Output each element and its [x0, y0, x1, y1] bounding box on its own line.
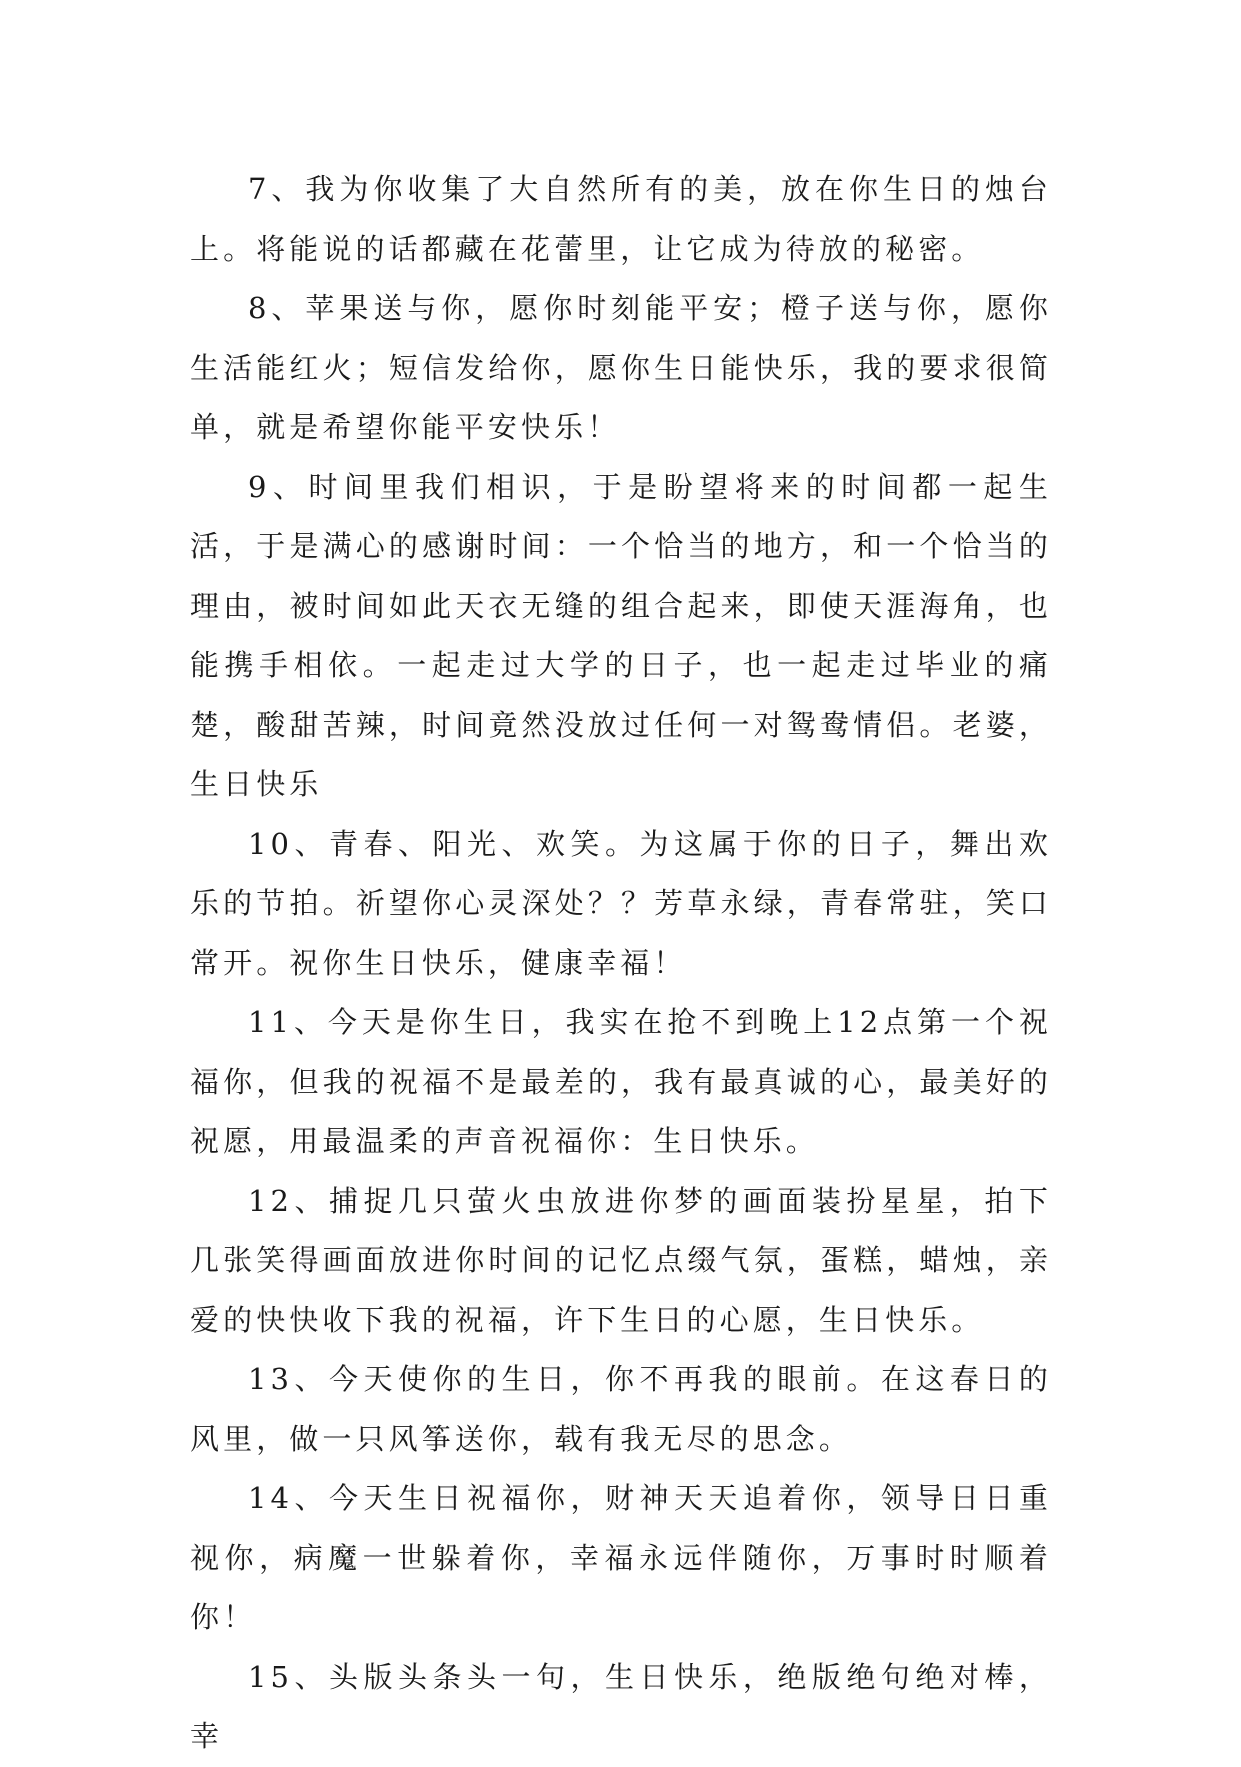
paragraph-10: 10、青春、阳光、欢笑。为这属于你的日子，舞出欢乐的节拍。祈望你心灵深处？？芳草永绿，青春常驻，笑口常开。祝你生日快乐，健康幸福！: [190, 826, 1052, 980]
paragraph-7: 7、我为你收集了大自然所有的美，放在你生日的烛台上。将能说的话都藏在花蕾里，让它成为待放的秘密。: [190, 172, 1052, 266]
paragraph-13: 13、今天使你的生日，你不再我的眼前。在这春日的风里，做一只风筝送你，载有我无尽的思念。: [190, 1362, 1052, 1456]
paragraph-11: 11、今天是你生日，我实在抢不到晚上12点第一个祝福你，但我的祝福不是最差的，我有最真诚的心，最美好的祝愿，用最温柔的声音祝福你：生日快乐。: [190, 1005, 1052, 1158]
paragraph-9: 9、时间里我们相识，于是盼望将来的时间都一起生活，于是满心的感谢时间：一个恰当的地方，和一个恰当的理由，被时间如此天衣无缝的组合起来，即使天涯海角，也能携手相依。一起走过大学的日子，也一起走过毕业的痛楚，酸甜苦辣，时间竟然没放过任何一对鸳鸯情侣。老婆，生日快乐: [190, 469, 1052, 801]
paragraph-14: 14、今天生日祝福你，财神天天追着你，领导日日重视你，病魔一世躲着你，幸福永远伴随你，万事时时顺着你！: [190, 1481, 1052, 1634]
document-body: [190, 160, 1052, 1767]
paragraph-12: 12、捕捉几只萤火虫放进你梦的画面装扮星星，拍下几张笑得画面放进你时间的记忆点缀气氛，蛋糕，蜡烛，亲爱的快快收下我的祝福，许下生日的心愿，生日快乐。: [190, 1183, 1052, 1337]
paragraph-15: 15、头版头条头一句，生日快乐，绝版绝句绝对棒，幸: [190, 1659, 1052, 1753]
paragraph-8: 8、苹果送与你，愿你时刻能平安；橙子送与你，愿你生活能红火；短信发给你，愿你生日能快乐，我的要求很简单，就是希望你能平安快乐！: [190, 291, 1052, 444]
